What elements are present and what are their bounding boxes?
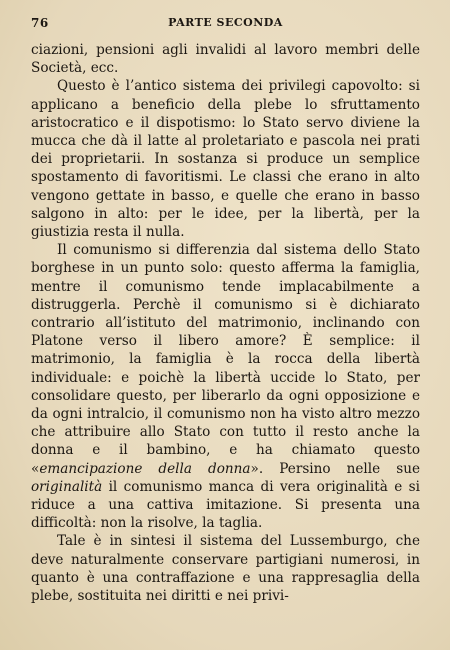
paragraph-segment: Il comunismo si differenzia dal sistema dello Stato borghese in un punto solo: questo afferma la famiglia, mentre il comunismo tende implacabilmente a distruggerla. Perchè il comunismo si è dichiarato contrario all’istituto del matrimonio, inclinando con Platone verso il libero amore? È semplice: il matrimonio, la famiglia è la rocca della libertà individuale: e poichè la libertà uccide lo Stato, per consolidare questo, per liberarlo da ogni opposizione e da ogni intralcio, il comunismo non ha visto altro mezzo che attribuire allo Stato con tutto il resto anche la donna e il bambino, e ha chiamato questo «: [31, 242, 420, 477]
italic-phrase: originalità: [31, 478, 103, 495]
paragraph-segment: Questo è l’antico sistema dei privilegi capovolto: si applicano a beneficio della plebe lo sfruttamento aristocratico e il dispotismo: lo Stato servo diviene la mucca che dà il latte al proletariato e pascola nei prati dei proprietarii. In sostanza si produce un semplice spostamento di favoritismi. Le classi che erano in alto vengono gettate in basso, e quelle che erano in basso salgono in alto: per le idee, per la libertà, per la giustizia resta il nulla.: [31, 78, 420, 241]
paragraph-segment: il comunismo manca di vera originalità e si riduce a una cattiva imitazione. Si presenta una difficoltà: non la risolve, la taglia.: [31, 478, 420, 532]
page-number: 76: [31, 16, 49, 30]
paragraph-segment: ciazioni, pensioni agli invalidi al lavoro membri delle Società, ecc.: [31, 42, 420, 77]
paragraph-3: [31, 241, 420, 532]
paragraph-1: [31, 41, 420, 77]
page-header: [31, 14, 420, 36]
paragraph-segment: Tale è in sintesi il sistema del Lussemburgo, che deve naturalmente conservare partigiani numerosi, in quanto è una contraffazione e una rappresaglia della plebe, sostituita nei diritti e nei privi-: [31, 533, 420, 605]
running-title: PARTE SECONDA: [168, 16, 283, 29]
italic-phrase: emancipazione della donna: [39, 460, 251, 477]
paragraph-2: [31, 77, 420, 241]
paragraph-segment: ». Persino nelle sue: [250, 460, 420, 477]
body-text: [31, 41, 420, 605]
paragraph-4: [31, 532, 420, 605]
